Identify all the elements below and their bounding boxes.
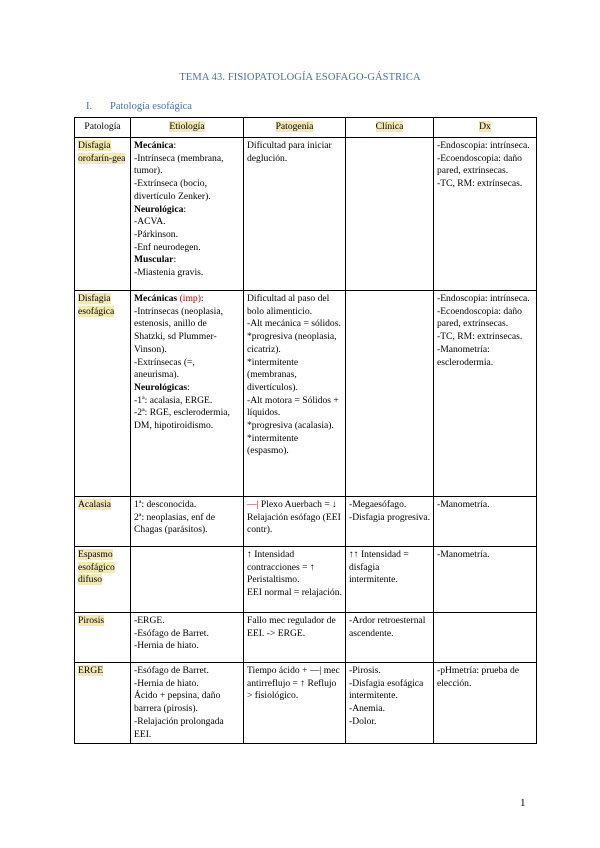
etiology-line <box>134 254 240 267</box>
dx-line: -Manometría. <box>437 549 490 560</box>
etiology-text: -1ª: acalasia, ERGE. <box>134 394 213 406</box>
table-row <box>75 291 537 497</box>
cell-dx <box>434 291 537 497</box>
cell-clinical <box>346 138 434 291</box>
etiology-line <box>134 293 240 306</box>
etiology-line <box>134 395 240 408</box>
cell-clinical <box>346 291 434 497</box>
etiology-text: -Extrínseca (bocio, divertículo Zenker). <box>134 178 211 202</box>
etiology-line <box>134 357 240 382</box>
cell-etiology <box>131 497 244 547</box>
etiology-text: -Hernia de hiato. <box>134 640 199 652</box>
cell-dx <box>434 547 537 613</box>
dx-line: -Endoscopia: intrínseca. <box>437 293 530 304</box>
etiology-text: Muscular <box>134 254 174 266</box>
etiology-line <box>134 499 240 512</box>
etiology-line <box>134 140 240 153</box>
etiology-suffix: : <box>187 381 190 393</box>
etiology-line <box>134 716 240 741</box>
pathogenesis-line: Tiempo ácido + —| mec antirreflujo = ↑ Reflujo > fisiológico. <box>247 665 340 702</box>
etiology-text: -Relajación prolongada EEI. <box>134 715 224 740</box>
cell-dx <box>434 138 537 291</box>
cell-pathogenesis <box>244 138 346 291</box>
header-patogenia: Patogenia <box>244 118 346 138</box>
cell-dx <box>434 497 537 547</box>
cell-dx <box>434 613 537 663</box>
etiology-text: -Intrínseca (membrana, tumor). <box>134 152 224 177</box>
cell-etiology <box>131 547 244 613</box>
cell-pathogenesis <box>244 291 346 497</box>
cell-clinical <box>346 663 434 744</box>
etiology-line <box>134 267 240 280</box>
etiology-suffix: : <box>183 203 187 215</box>
etiology-text: -Párkinson. <box>134 228 178 240</box>
dx-line: -TC, RM: extrínsecas. <box>437 331 523 343</box>
pathology-name: Acalasia <box>78 499 112 510</box>
etiology-line <box>134 153 240 178</box>
cell-pathogenesis <box>244 497 346 547</box>
etiology-suffix: : <box>173 254 177 266</box>
clinical-line: -Dolor. <box>349 715 377 727</box>
section-number: I. <box>86 101 93 112</box>
header-clinica: Clínica <box>346 118 434 138</box>
dx-line: -pHmetría: prueba de elección. <box>437 665 520 689</box>
pathogenesis-line: *progresiva (neoplasia, cicatriz). <box>247 331 337 355</box>
etiology-text: -Enf neurodegen. <box>134 241 201 253</box>
header-dx: Dx <box>434 118 537 138</box>
cell-pathology <box>75 613 131 663</box>
page-title: TEMA 43. FISIOPATOLOGÍA ESOFAGO-GÁSTRICA <box>179 72 421 83</box>
etiology-text: Ácido + pepsina, daño barrera (pirosis). <box>134 690 221 715</box>
dx-line: -Ecoendoscopia: daño pared, extrínsecas. <box>437 152 522 177</box>
cell-pathogenesis <box>244 547 346 613</box>
clinical-line: -Pirosis. <box>349 665 381 676</box>
clinical-line: -Anemia. <box>349 703 385 715</box>
cell-dx <box>434 663 537 744</box>
etiology-text: 1ª: desconocida. <box>134 499 197 510</box>
etiology-red-note: (imp) <box>179 293 201 304</box>
pathogenesis-line: *intermitente (membranas, divertículos). <box>247 356 299 393</box>
clinical-line: ↑↑ Intensidad = disfagia intermitente. <box>349 549 409 586</box>
inhibition-symbol: —| <box>247 499 259 510</box>
dx-line: -TC, RM: extrínsecas. <box>437 178 523 190</box>
dx-line: -Manometría: esclerodermia. <box>437 343 494 368</box>
etiology-text: Mecánica <box>134 140 174 151</box>
etiology-suffix: : <box>200 293 204 304</box>
pathology-name: Espasmo esofágico difuso <box>78 549 115 586</box>
dx-line: -Manometría. <box>437 499 490 510</box>
etiology-text: 2ª: neoplasias, enf de Chagas (parásitos). <box>134 511 215 536</box>
pathogenesis-line: *intermitente (espasmo). <box>247 432 299 457</box>
clinical-line: -Disfagia esofágica intermitente. <box>349 677 424 702</box>
cell-etiology <box>131 613 244 663</box>
etiology-line <box>134 306 240 357</box>
cell-etiology <box>131 291 244 497</box>
pathogenesis-line: Dificultad para iniciar deglución. <box>247 140 332 164</box>
cell-pathology <box>75 497 131 547</box>
etiology-line <box>134 665 240 678</box>
pathogenesis-line: ↑ Intensidad contracciones = ↑ Peristaltismo. <box>247 549 315 586</box>
pathology-name: Disfagia orofarín-gea <box>78 140 126 164</box>
section-heading <box>86 101 192 112</box>
etiology-line <box>134 640 240 653</box>
etiology-text: -2ª: RGE, esclerodermia, DM, hipotiroidismo. <box>134 407 230 432</box>
pathogenesis-line <box>247 499 342 537</box>
table-row <box>75 497 537 547</box>
pathogenesis-line: -Alt mecánica = sólidos. <box>247 318 341 330</box>
pathology-table <box>74 117 537 744</box>
cell-clinical <box>346 497 434 547</box>
table-row <box>75 663 537 744</box>
etiology-line <box>134 382 240 395</box>
pathology-name: ERGE <box>78 665 104 676</box>
etiology-text: Neurológicas <box>134 381 188 393</box>
etiology-line <box>134 407 240 432</box>
etiology-text: -Esófago de Barret. <box>134 665 209 676</box>
table-row <box>75 138 537 291</box>
header-patologia: Patología <box>75 118 131 138</box>
cell-etiology <box>131 138 244 291</box>
table-row <box>75 547 537 613</box>
pathogenesis-line: Fallo mec regulador de EEI. -> ERGE. <box>247 615 336 639</box>
table-row <box>75 613 537 663</box>
cell-etiology <box>131 663 244 744</box>
etiology-text: -Extrínsecas (=, aneurisma). <box>134 356 195 381</box>
cell-clinical <box>346 613 434 663</box>
page-number: 1 <box>520 797 526 809</box>
etiology-text: -ERGE. <box>134 615 165 626</box>
section-label: Patología esofágica <box>110 101 192 112</box>
cell-clinical <box>346 547 434 613</box>
etiology-line <box>134 628 240 641</box>
etiology-suffix: : <box>173 140 177 151</box>
etiology-line <box>134 615 240 628</box>
clinical-line: -Ardor retroesternal ascendente. <box>349 615 426 639</box>
pathogenesis-text: Plexo Auerbach = ↓ Relajación esófago (EEI contr). <box>247 499 341 536</box>
etiology-text: Neurológica <box>134 203 184 215</box>
header-etiologia: Etiología <box>131 118 244 138</box>
cell-pathology <box>75 138 131 291</box>
pathology-name: Disfagia esofágica <box>78 293 115 317</box>
etiology-line <box>134 216 240 229</box>
cell-pathogenesis <box>244 663 346 744</box>
etiology-line <box>134 690 240 715</box>
cell-pathology <box>75 663 131 744</box>
etiology-text: -ACVA. <box>134 216 166 228</box>
cell-pathogenesis <box>244 613 346 663</box>
pathogenesis-line: -Alt motora = Sólidos + líquidos. <box>247 394 339 419</box>
etiology-text: -Esófago de Barret. <box>134 627 209 639</box>
etiology-line <box>134 512 240 537</box>
dx-line: -Ecoendoscopia: daño pared, extrínsecas. <box>437 305 522 330</box>
etiology-line <box>134 242 240 255</box>
clinical-line: -Megaesófago. <box>349 499 407 510</box>
etiology-line <box>134 178 240 203</box>
pathogenesis-line: *progresiva (acalasia). <box>247 420 334 432</box>
pathology-name: Pirosis <box>78 615 105 626</box>
etiology-text: -Miastenia gravis. <box>134 267 204 279</box>
clinical-line: -Disfagia progresiva. <box>349 511 430 523</box>
etiology-text: -Hernia de hiato. <box>134 677 199 689</box>
etiology-line <box>134 678 240 691</box>
dx-line: -Endoscopia: intrínseca. <box>437 140 530 151</box>
etiology-text: Mecánicas <box>134 293 178 304</box>
cell-pathology <box>75 547 131 613</box>
table-header-row <box>75 118 537 138</box>
etiology-text: -Intrínsecas (neoplasia, estenosis, anillo de Shatzki, sd Plummer-Vinson). <box>134 305 223 355</box>
pathogenesis-line: Dificultad al paso del bolo alimenticio. <box>247 293 330 317</box>
pathogenesis-line: EEI normal = relajación. <box>247 587 342 599</box>
cell-pathology <box>75 291 131 497</box>
etiology-line <box>134 229 240 242</box>
etiology-line <box>134 204 240 217</box>
